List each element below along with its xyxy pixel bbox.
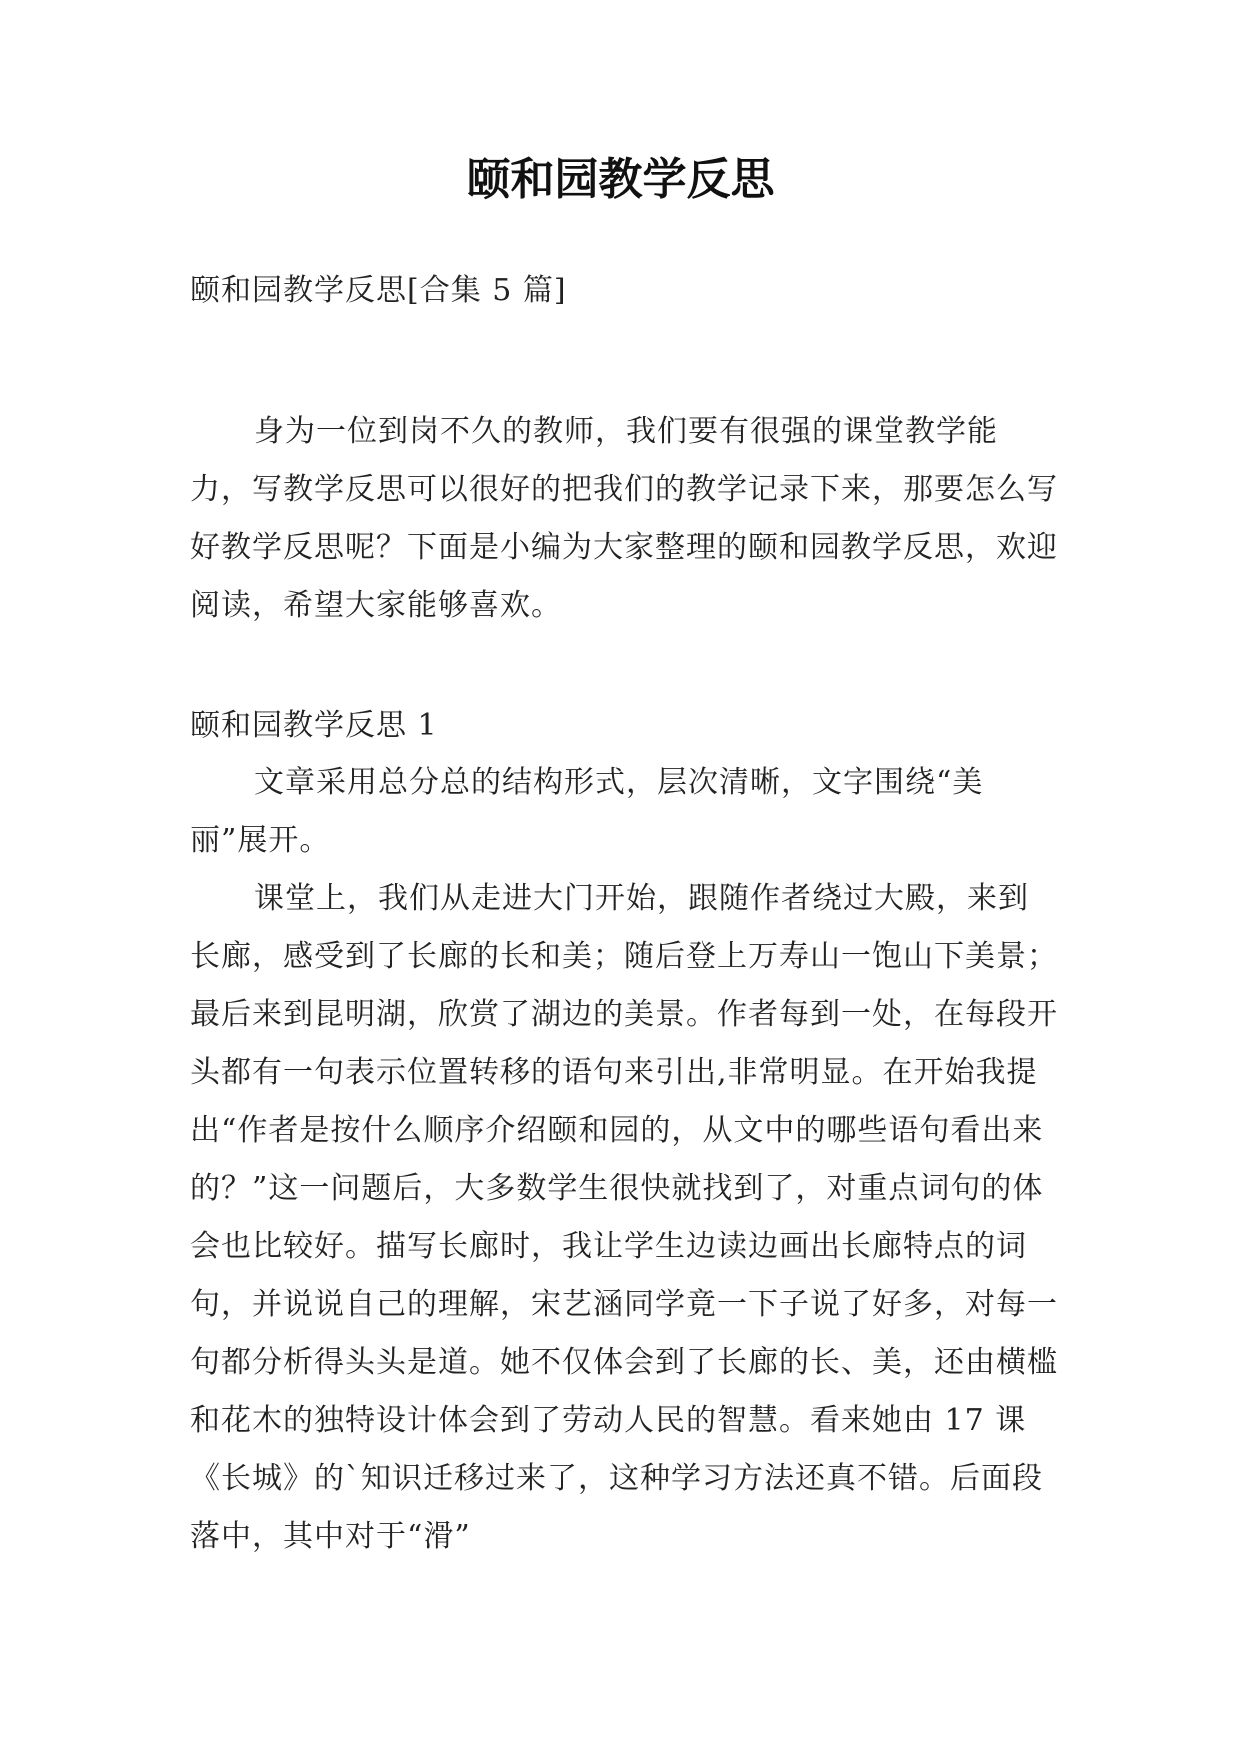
body-paragraph-2: 课堂上，我们从走进大门开始，跟随作者绕过大殿，来到长廊，感受到了长廊的长和美；随后登上万寿山一饱山下美景；最后来到昆明湖，欣赏了湖边的美景。作者每到一处，在每段开头都有一句表示位置转移的语句来引出,非常明显。在开始我提出“作者是按什么顺序介绍颐和园的，从文中的哪些语句看出来的？”这一问题后，大多数学生很快就找到了，对重点词句的体会也比较好。描写长廊时，我让学生边读边画出长廊特点的词句，并说说自己的理解，宋艺涵同学竟一下子说了好多，对每一句都分析得头头是道。她不仅体会到了长廊的长、美，还由横槛和花木的独特设计体会到了劳动人民的智慧。看来她由 17 课《长城》的`知识迁移过来了，这种学习方法还真不错。后面段落中，其中对于“滑” [190,881,1058,1554]
body-paragraph-1: 文章采用总分总的结构形式，层次清晰，文字围绕“美丽”展开。 [190,765,984,858]
document-title: 颐和园教学反思 [466,154,775,205]
section-heading: 颐和园教学反思 1 [190,708,438,743]
document-subtitle: 颐和园教学反思[合集 5 篇] [190,273,567,308]
intro-paragraph: 身为一位到岗不久的教师，我们要有很强的课堂教学能力，写教学反思可以很好的把我们的教学记录下来，那要怎么写好教学反思呢？下面是小编为大家整理的颐和园教学反思，欢迎阅读，希望大家能够喜欢。 [190,414,1058,623]
